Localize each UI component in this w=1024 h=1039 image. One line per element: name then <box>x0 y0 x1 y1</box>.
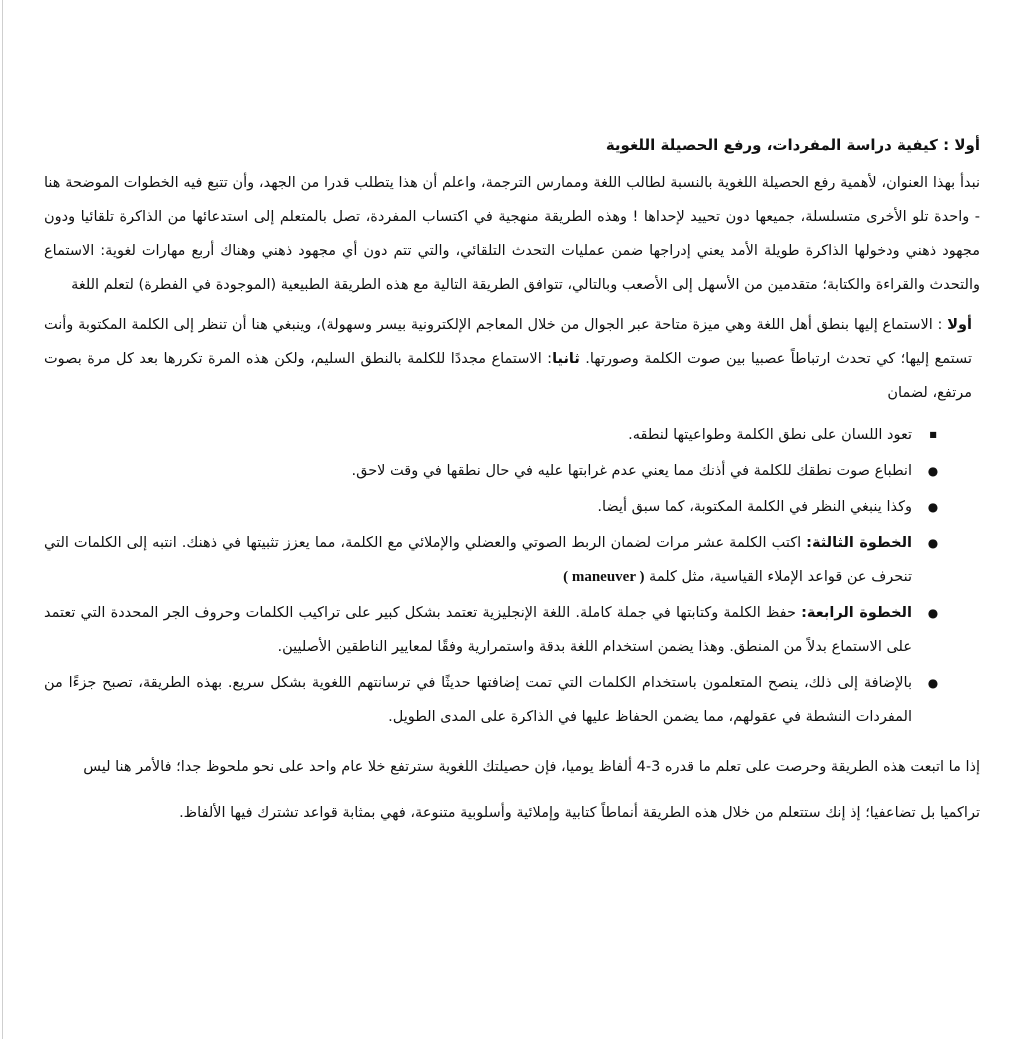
list-item <box>44 526 940 594</box>
round-bullet-icon: ● <box>927 500 939 514</box>
step1-paragraph <box>44 308 980 410</box>
list-item-text: حفظ الكلمة وكتابتها في جملة كاملة. اللغة الإنجليزية تعتمد بشكل كبير على تراكيب الكلمات وحروف الجر المحددة التي تعتمد على الاستماع بدلاً من المنطق. وهذا يضمن استخدام اللغة بدقة واستمرارية وفقًا لمعايير الناطقين الأصليين. <box>44 605 912 655</box>
step2-label: ثانيا <box>552 351 580 367</box>
intro-paragraph: نبدأ بهذا العنوان، لأهمية رفع الحصيلة اللغوية بالنسبة لطالب اللغة وممارس الترجمة، واعلم أن هذا يتطلب قدرا من الجهد، وأن تتبع فيه الخطوات الموضحة هنا - واحدة تلو الأخرى متسلسلة، جميعها دون تحييد لإحداها ! وهذه الطريقة منهجية في اكتساب المفردة، تصل بالمتعلم إلى استدعائها من الذاكرة تلقائيا ودون مجهود ذهني ودخولها الذاكرة طويلة الأمد يعني إدراجها ضمن عمليات التحدث التلقائي، والتي تتم دون أي مجهود ذهني وهناك أربع مهارات لغوية: الاستماع والتحدث والقراءة والكتابة؛ متقدمين من الأسهل إلى الأصعب وبالتالي، تتوافق الطريقة التالية مع هذه الطريقة الطبيعية (الموجودة في الفطرة) لتعلم اللغة <box>44 175 980 293</box>
round-bullet-icon: ● <box>927 676 939 690</box>
step2-text: : الاستماع مجددًا للكلمة بالنطق السليم، ولكن هذه المرة تكررها بعد كل مرة بصوت مرتفع، لضمان <box>44 351 972 401</box>
list-item-text: انطباع صوت نطقك للكلمة في أذنك مما يعني عدم غرابتها عليه في حال نطقها في وقت لاحق. <box>351 463 912 479</box>
list-item <box>44 418 940 452</box>
list-item-text: بالإضافة إلى ذلك، ينصح المتعلمون باستخدام الكلمات التي تمت إضافتها حديثًا في ترسانتهم اللغوية بشكل سريع. بهذه الطريقة، تصبح جزءًا من المفردات النشطة في عقولهم، مما يضمن الحفاظ عليها في الذاكرة على المدى الطويل. <box>44 675 912 725</box>
step4-label: الخطوة الرابعة: <box>801 605 912 621</box>
list-item-text: تعود اللسان على نطق الكلمة وطواعيتها لنطقه. <box>628 427 912 443</box>
step1-label: أولا <box>947 317 972 333</box>
document-page <box>44 128 980 836</box>
list-item <box>44 490 940 524</box>
example-keyword: ( maneuver ) <box>563 569 645 585</box>
page-edge-line <box>2 0 3 1039</box>
list-item <box>44 666 940 734</box>
square-bullet-icon: ■ <box>929 430 937 439</box>
list-item-text: وكذا ينبغي النظر في الكلمة المكتوبة، كما سبق أيضا. <box>597 499 912 515</box>
steps-list <box>44 418 980 734</box>
round-bullet-icon: ● <box>927 464 939 478</box>
round-bullet-icon: ● <box>927 536 939 550</box>
list-item <box>44 454 940 488</box>
round-bullet-icon: ● <box>927 606 939 620</box>
list-item <box>44 596 940 664</box>
step3-label: الخطوة الثالثة: <box>806 535 912 551</box>
closing-paragraph: إذا ما اتبعت هذه الطريقة وحرصت على تعلم ما قدره 3-4 ألفاظ يوميا، فإن حصيلتك اللغوية سترتفع خلا عام واحد على نحو ملحوظ جدا؛ فالأمر هنا ليس تراكميا بل تضاعفيا؛ إذ إنك ستتعلم من خلال هذه الطريقة أنماطاً كتابية وإملائية وأسلوبية متنوعة، فهي بمثابة قواعد تشترك فيها الألفاظ. <box>83 759 980 821</box>
section-heading: أولا : كيفية دراسة المفردات، ورفع الحصيلة اللغوية <box>605 136 980 154</box>
list-item-text: اكتب الكلمة عشر مرات لضمان الربط الصوتي والعضلي والإملائي مع الكلمة، مما يعزز تثبيتها في ذهنك. انتبه إلى الكلمات التي تنحرف عن قواعد الإملاء القياسية، مثل كلمة <box>44 535 912 585</box>
step1-text: : الاستماع إليها بنطق أهل اللغة وهي ميزة متاحة عبر الجوال من خلال المعاجم الإلكترونية بيسر وسهولة)، وينبغي هنا أن تنظر إلى الكلمة المكتوبة وأنت تستمع إليها؛ كي تحدث ارتباطاً عصبيا بين صوت الكلمة وصورتها. <box>44 317 973 367</box>
